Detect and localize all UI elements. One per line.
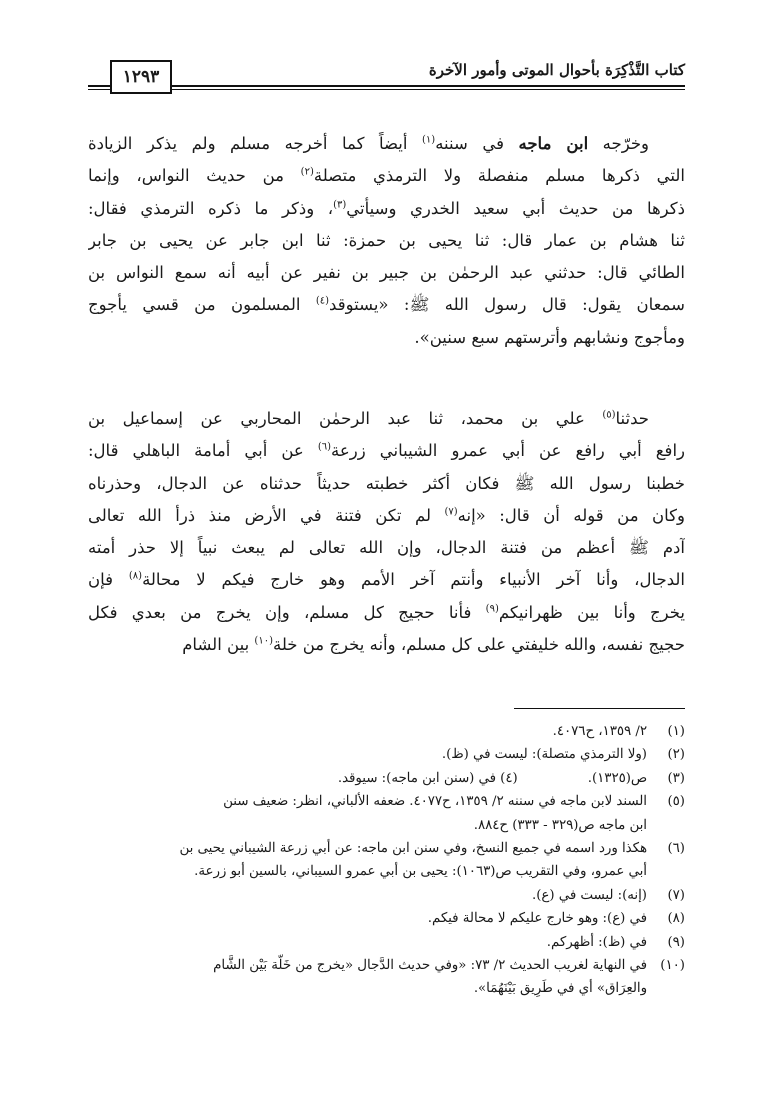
footnote-marker: (٤) (315, 295, 330, 307)
text-segment: خطبنا رسول الله ﷺ فكان أكثر خطبته حديثاً حدثناه عن الدجال، وحذرناه (88, 473, 685, 493)
footnote-marker: (٢) (300, 166, 314, 178)
text-segment: حجيج نفسه، والله خليفتي على كل مسلم، وأنه يخرج من خلة (272, 635, 685, 655)
footnote-line: السند لابن ماجه في سننه ٢/ ١٣٥٩، ح٤٠٧٧. ضعفه الألباني، انظر: ضعيف سنن (223, 794, 647, 810)
text-segment: رافع أبي رافع عن أبي عمرو الشيباني زرعة (331, 441, 685, 461)
page-number: ١٢٩٣ (110, 60, 172, 94)
footnote-line: (إنه): ليست في (ع). (531, 887, 647, 903)
text-segment: وخرّجه (588, 134, 650, 153)
footnote-text (88, 743, 647, 766)
footnote-line: أبي عمرو، وفي التقريب ص(١٠٦٣): يحيى بن أبي عمرو السيباني، بالسين أبو زرعة. (194, 864, 647, 880)
footnote-marker: (٩) (485, 603, 499, 615)
footnote-line: في (سنن ابن ماجه): سيوقد. (337, 770, 496, 786)
text-segment: في سننه (435, 134, 519, 153)
text-line (88, 128, 685, 160)
text-segment: أيضاً كما أخرجه مسلم ولم يذكر الزيادة (88, 134, 422, 153)
footnote-item (88, 907, 685, 930)
footnote-line: والعِرَاق» أي في طَرِيق بَيْنَهُمَا». (473, 981, 647, 997)
main-paragraph-2 (88, 403, 685, 661)
footnote-number: (٨) (667, 911, 685, 927)
text-line (88, 322, 685, 354)
footnote-text (88, 884, 647, 907)
text-segment: المسلمون من قسي يأجوج (88, 295, 316, 315)
main-paragraph-1 (88, 128, 685, 354)
footnote-number: (٧) (667, 887, 685, 903)
header-rule-thick (88, 85, 685, 87)
text-segment: علي بن محمد، ثنا عبد الرحمٰن المحاربي عن إسماعيل بن (88, 409, 603, 428)
footnote-number: (٥) (667, 794, 685, 810)
footnote-marker: (٥) (602, 409, 616, 421)
text-segment: حدثنا (615, 409, 649, 428)
text-segment: الدجال، وأنا آخر الأنبياء وأنتم آخر الأمم وهو خارج فيكم لا محالة (142, 570, 685, 590)
text-line (88, 468, 685, 500)
text-segment: لم تكن فتنة في الأرض منذ ذرأ الله تعالى (88, 505, 445, 525)
text-segment: ومأجوج ونشابهم وأترستهم سبع سنين». (414, 327, 685, 347)
footnote-number: (٣) (667, 770, 685, 786)
footnote-marker: (٦) (317, 441, 332, 453)
text-line (88, 564, 685, 596)
footnote-marker: (٣) (333, 199, 347, 211)
footnote-text (88, 790, 647, 837)
bold-name: ابن ماجه (518, 134, 589, 153)
text-segment: يخرج وأنا بين ظهرانيكم (498, 602, 685, 622)
text-line (88, 500, 685, 532)
footnote-item (88, 767, 685, 790)
footnote-text (88, 931, 647, 954)
footnote-line: ٢/ ١٣٥٩، ح٤٠٧٦. (552, 724, 647, 739)
text-segment: سمعان يقول: قال رسول الله ﷺ: «يستوقد (329, 295, 685, 315)
page-header (88, 50, 685, 94)
footnote-item (88, 720, 685, 743)
footnote-number: (٦) (667, 841, 685, 857)
footnote-number: (١) (667, 724, 685, 739)
footnote-line: في النهاية لغريب الحديث ٢/ ٧٣: «وفي حديث الدَّجال «يخرج من خَلَّة بَيْن الشَّام (213, 958, 647, 974)
footnote-number: (١٠) (660, 958, 685, 974)
text-segment: بين الشام (182, 635, 255, 655)
footnote-text (88, 837, 647, 884)
text-segment: عن أبي أمامة الباهلي قال: (88, 441, 318, 461)
text-segment: الطائي قال: حدثني عبد الرحمٰن بن جبير بن نفير عن أبيه أنه سمع النواس بن (88, 263, 685, 283)
text-line (88, 257, 685, 289)
text-line (88, 629, 685, 661)
text-line (88, 289, 685, 321)
text-line (88, 532, 685, 564)
footnote-text (88, 720, 647, 743)
footnote-number: (٩) (667, 934, 685, 950)
text-segment: التي ذكرها مسلم منفصلة ولا الترمذي متصلة (313, 166, 685, 186)
footnote-item (88, 931, 685, 954)
footnote-item (88, 790, 685, 837)
footnote-line: في (ع): وهو خارج عليكم لا محالة فيكم. (427, 911, 647, 927)
text-segment: آدم ﷺ أعظم من فتنة الدجال، وإن الله تعالى لم يبعث نبياً إلا حذر أمته (88, 538, 685, 558)
footnote-number: (٢) (667, 747, 685, 763)
text-segment: ، وذكر ما ذكره الترمذي فقال: (88, 198, 334, 218)
text-line (88, 597, 685, 629)
text-line (88, 225, 685, 257)
footnote-marker: (١٠) (254, 635, 273, 647)
footnote-number: (٤) (495, 770, 518, 786)
text-segment: ثنا هشام بن عمار قال: ثنا يحيى بن حمزة: ثنا ابن جابر عن يحيى بن جابر (88, 230, 685, 250)
footnote-item (88, 837, 685, 884)
text-segment: من حديث النواس، وإنما (88, 166, 301, 186)
footnote-marker: (٨) (128, 570, 143, 582)
footnote-item (88, 954, 685, 1001)
footnotes (88, 720, 685, 1001)
footnote-text (88, 767, 647, 790)
footnote-line: (ولا الترمذي متصلة): ليست في (ظ). (441, 747, 647, 763)
text-segment: فأنا حجيج كل مسلم، وإن يخرج من بعدي فكل (88, 602, 486, 622)
text-segment: ذكرها من حديث أبي سعيد الخدري وسيأتي (346, 198, 685, 218)
footnote-marker: (٧) (444, 506, 458, 518)
footnote-marker: (١) (422, 134, 436, 146)
footnote-text (88, 907, 647, 930)
footnote-item (88, 743, 685, 766)
footnote-line: ابن ماجه ص(٣٢٩ - ٣٣٣) ح٨٨٤. (473, 817, 647, 833)
footnote-separator (514, 708, 685, 709)
footnote-line: ص(١٣٢٥). (587, 770, 647, 786)
footnote-line: هكذا ورد اسمه في جميع النسخ، وفي سنن ابن ماجه: عن أبي زرعة الشيباني يحيى بن (179, 841, 647, 857)
text-line (88, 193, 685, 225)
footnote-item (88, 884, 685, 907)
footnote-text (88, 954, 647, 1001)
header-rule-thin (88, 89, 685, 90)
text-segment: فإن (88, 570, 129, 590)
text-line (88, 160, 685, 192)
book-title: كتاب التَّذْكِرَة بأحوال الموتى وأمور الآخرة (428, 61, 685, 79)
footnote-line: في (ظ): أظهركم. (546, 934, 647, 950)
text-segment: وكان من قوله أن قال: «إنه (457, 505, 685, 525)
text-line (88, 403, 685, 435)
text-line (88, 435, 685, 467)
